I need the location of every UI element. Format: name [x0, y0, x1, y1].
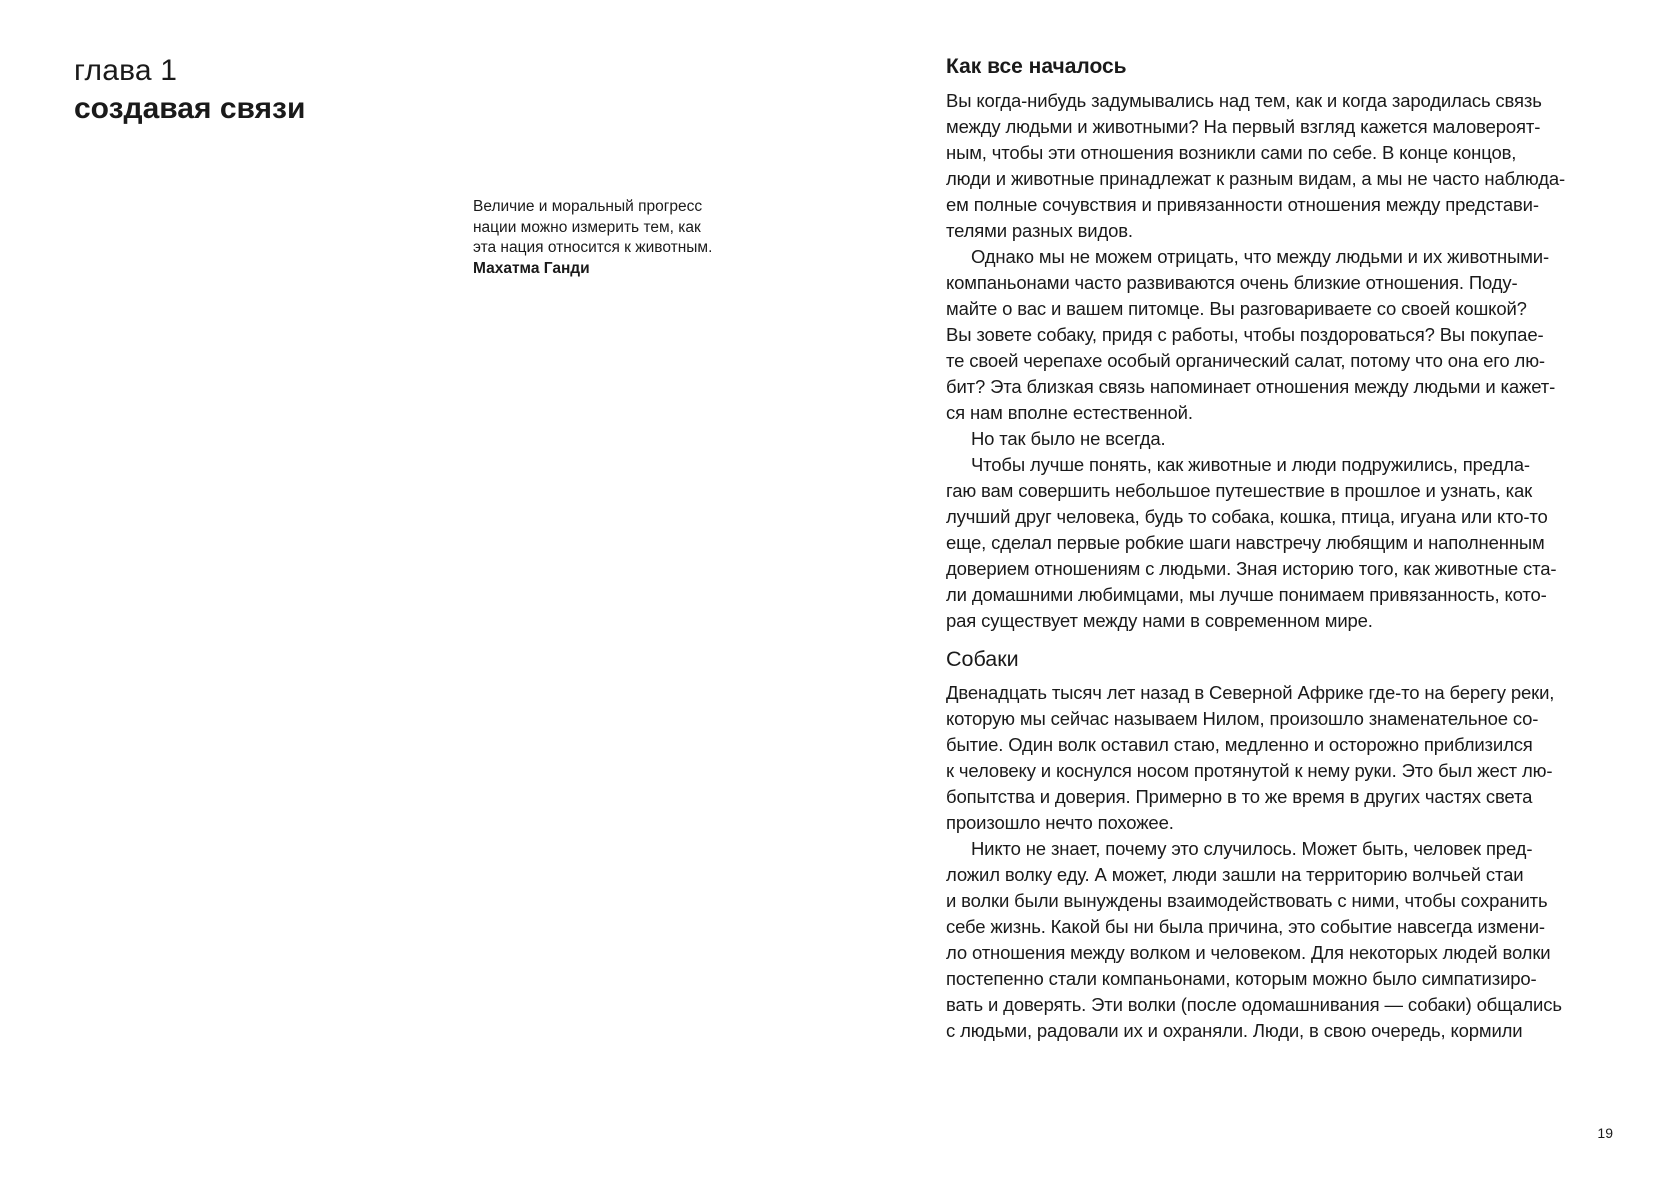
main-text: [946, 52, 1626, 1044]
paragraph: Никто не знает, почему это случилось. Может быть, человек пред- ложил волку еду. А может, люди зашли на территорию волчьей стаи и волки были вынуждены взаимодействовать с ними, чтобы сохранить себе жизнь. Какой бы ни была причина, это событие навсегда измени- ло отношения между волком и человеком. Для некоторых людей волки постепенно стали компаньонами, которым можно было симпатизиро- вать и доверять. Эти волки (после одомашнивания — собаки) общались с людьми, радовали их и охраняли. Люди, в свою очередь, кормили: [946, 838, 1562, 1041]
section-heading-how-it-began: Как все началось: [946, 55, 1127, 78]
epigraph: [473, 197, 793, 279]
epigraph-author: Махатма Ганди: [473, 259, 590, 277]
paragraph: Но так было не всегда.: [946, 428, 1166, 449]
chapter-label: глава 1: [74, 54, 178, 87]
chapter-heading: [74, 52, 574, 128]
paragraph: Вы когда-нибудь задумывались над тем, как и когда зародилась связь между людьми и животными? На первый взгляд кажется маловероят- ным, чтобы эти отношения возникли сами по себе. В конце концов, люди и животные принадлежат к разным видам, а мы не часто наблюда- ем полные сочувствия и привязанности отношения между представи- телями разных видов.: [946, 90, 1566, 241]
chapter-title: создавая связи: [74, 92, 306, 125]
paragraph: Однако мы не можем отрицать, что между людьми и их животными- компаньонами часто развиваются очень близкие отношения. Поду- майте о вас и вашем питомце. Вы разговариваете со своей кошкой? Вы зовете собаку, придя с работы, чтобы поздороваться? Вы покупае- те своей черепахе особый органический салат, потому что она его лю- бит? Эта близкая связь напоминает отношения между людьми и кажет- ся нам вполне естественной.: [946, 246, 1556, 423]
section-heading-dogs: Собаки: [946, 647, 1019, 671]
epigraph-quote: Величие и моральный прогресс нации можно измерить тем, как эта нация относится к животным.: [473, 198, 713, 256]
paragraph: Чтобы лучше понять, как животные и люди подружились, предла- гаю вам совершить небольшое путешествие в прошлое и узнать, как лучший друг человека, будь то собака, кошка, птица, игуана или кто-то еще, сделал первые робкие шаги навстречу любящим и наполненным доверием отношениям с людьми. Зная историю того, как животные ста- ли домашними любимцами, мы лучше понимаем привязанность, кото- рая существует между нами в современном мире.: [946, 454, 1557, 631]
page-number: 19: [1597, 1125, 1613, 1141]
paragraph: Двенадцать тысяч лет назад в Северной Африке где-то на берегу реки, которую мы сейчас называем Нилом, произошло знаменательное со- бытие. Один волк оставил стаю, медленно и осторожно приблизился к человеку и коснулся носом протянутой к нему руки. Это был жест лю- бопытства и доверия. Примерно в то же время в других частях света произошло нечто похожее.: [946, 682, 1555, 833]
